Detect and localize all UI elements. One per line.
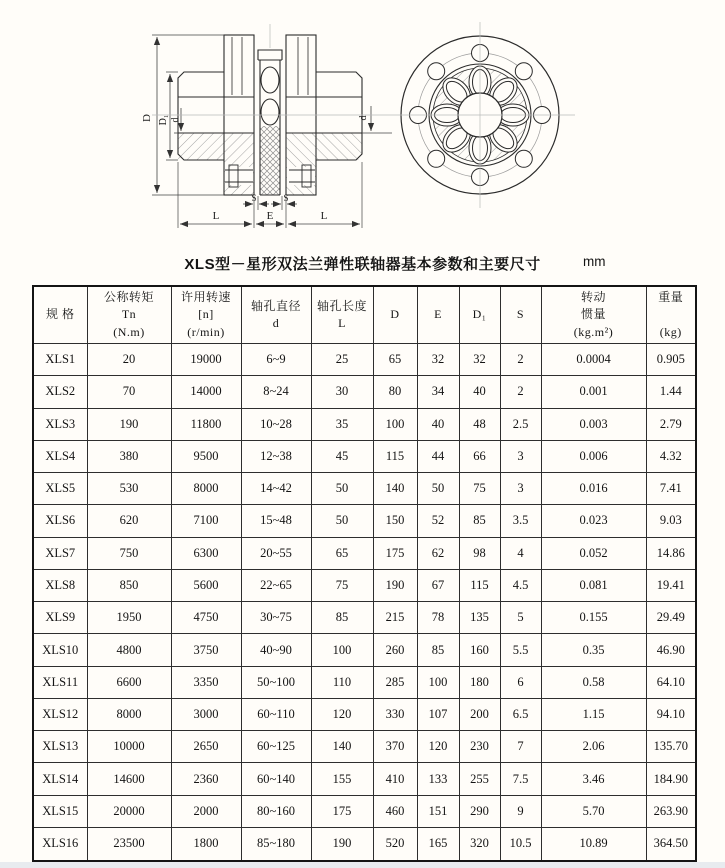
table-cell: 100 (417, 666, 459, 698)
table-cell: XLS11 (33, 666, 87, 698)
col-header-bore-length: 轴孔长度 L (311, 286, 373, 344)
table-cell: 190 (373, 569, 417, 601)
table-cell: 40~90 (241, 634, 311, 666)
label-d-left: d (170, 117, 181, 123)
table-cell: 12~38 (241, 440, 311, 472)
table-cell: 67 (417, 569, 459, 601)
table-row (33, 634, 696, 666)
table-cell: 175 (373, 537, 417, 569)
elastic-element-upper (261, 67, 279, 93)
table-cell: 19000 (171, 344, 241, 376)
table-cell: 285 (373, 666, 417, 698)
col-header-bore-diameter: 轴孔直径 d (241, 286, 311, 344)
table-cell: 62 (417, 537, 459, 569)
table-cell: 48 (459, 408, 500, 440)
table-cell: 184.90 (646, 763, 696, 795)
table-cell: XLS13 (33, 731, 87, 763)
table-row (33, 698, 696, 730)
table-cell: 35 (311, 408, 373, 440)
table-cell: 7.41 (646, 473, 696, 505)
table-cell: 45 (311, 440, 373, 472)
table-cell: 14600 (87, 763, 171, 795)
table-cell: 165 (417, 827, 459, 861)
table-row (33, 473, 696, 505)
table-cell: 0.016 (541, 473, 646, 505)
table-cell: 520 (373, 827, 417, 861)
table-cell: 32 (417, 344, 459, 376)
table-row (33, 344, 696, 376)
table-cell: 3350 (171, 666, 241, 698)
table-cell: 46.90 (646, 634, 696, 666)
table-cell: 0.155 (541, 602, 646, 634)
table-cell: 410 (373, 763, 417, 795)
table-cell: 850 (87, 569, 171, 601)
col-header-spec: 规 格 (33, 286, 87, 344)
table-cell: 120 (311, 698, 373, 730)
table-cell: 0.905 (646, 344, 696, 376)
table-cell: XLS3 (33, 408, 87, 440)
col-header-D1: D₁ (459, 286, 500, 344)
table-row (33, 827, 696, 861)
table-cell: 2 (500, 376, 541, 408)
table-cell: 175 (311, 795, 373, 827)
label-S-right: S (283, 193, 289, 203)
table-cell: 8000 (171, 473, 241, 505)
table-cell: 7.5 (500, 763, 541, 795)
table-cell: 230 (459, 731, 500, 763)
table-cell: 5.70 (541, 795, 646, 827)
table-row (33, 666, 696, 698)
table-cell: 1950 (87, 602, 171, 634)
table-cell: 6300 (171, 537, 241, 569)
col-header-nominal-torque: 公称转矩 Tn (N.m) (87, 286, 171, 344)
table-cell: 110 (311, 666, 373, 698)
table-cell: 0.006 (541, 440, 646, 472)
table-cell: 290 (459, 795, 500, 827)
table-cell: 25 (311, 344, 373, 376)
table-cell: XLS1 (33, 344, 87, 376)
table-cell: 180 (459, 666, 500, 698)
table-cell: 3 (500, 473, 541, 505)
table-cell: 190 (311, 827, 373, 861)
table-cell: 3750 (171, 634, 241, 666)
table-cell: 40 (459, 376, 500, 408)
table-cell: 3.5 (500, 505, 541, 537)
table-cell: 50 (311, 473, 373, 505)
centerlines (152, 22, 575, 208)
col-header-E: E (417, 286, 459, 344)
table-cell: 78 (417, 602, 459, 634)
table-cell: 85 (311, 602, 373, 634)
table-cell: 7100 (171, 505, 241, 537)
table-cell: 5600 (171, 569, 241, 601)
table-cell: 11800 (171, 408, 241, 440)
table-cell: 20~55 (241, 537, 311, 569)
table-cell: XLS7 (33, 537, 87, 569)
table-cell: 0.35 (541, 634, 646, 666)
table-cell: 0.001 (541, 376, 646, 408)
table-cell: 15~48 (241, 505, 311, 537)
label-E: E (266, 210, 274, 222)
table-cell: 50 (417, 473, 459, 505)
table-cell: 0.023 (541, 505, 646, 537)
table-cell: 3000 (171, 698, 241, 730)
elastic-element-lower (261, 99, 279, 125)
table-cell: 370 (373, 731, 417, 763)
table-cell: 23500 (87, 827, 171, 861)
table-cell: 215 (373, 602, 417, 634)
table-cell: 64.10 (646, 666, 696, 698)
table-cell: 750 (87, 537, 171, 569)
table-cell: 85 (417, 634, 459, 666)
table-cell: 20000 (87, 795, 171, 827)
table-cell: 30~75 (241, 602, 311, 634)
table-cell: 32 (459, 344, 500, 376)
table-cell: 2.5 (500, 408, 541, 440)
table-cell: 14~42 (241, 473, 311, 505)
table-cell: 260 (373, 634, 417, 666)
table-row (33, 569, 696, 601)
table-cell: 85 (459, 505, 500, 537)
table-cell: 2 (500, 344, 541, 376)
table-cell: 85~180 (241, 827, 311, 861)
table-cell: 22~65 (241, 569, 311, 601)
table-cell: 2650 (171, 731, 241, 763)
table-row (33, 731, 696, 763)
table-row (33, 505, 696, 537)
table-cell: 0.052 (541, 537, 646, 569)
table-cell: 14.86 (646, 537, 696, 569)
table-cell: 3.46 (541, 763, 646, 795)
label-D1: D₁ (158, 114, 169, 126)
table-cell: 9500 (171, 440, 241, 472)
table-cell: 6.5 (500, 698, 541, 730)
table-cell: 80 (373, 376, 417, 408)
table-cell: 330 (373, 698, 417, 730)
table-cell: 29.49 (646, 602, 696, 634)
table-cell: 151 (417, 795, 459, 827)
page-title: XLS型－星形双法兰弹性联轴器基本参数和主要尺寸 (184, 256, 541, 273)
table-cell: 0.081 (541, 569, 646, 601)
table-cell: 133 (417, 763, 459, 795)
table-cell: 2.06 (541, 731, 646, 763)
hatch-right-flange (286, 133, 316, 195)
header-row (33, 286, 696, 344)
table-cell: 7 (500, 731, 541, 763)
title-row (0, 253, 725, 275)
table-cell: 364.50 (646, 827, 696, 861)
table-cell: 530 (87, 473, 171, 505)
table-cell: XLS6 (33, 505, 87, 537)
table-cell: 150 (373, 505, 417, 537)
label-D: D (141, 114, 153, 122)
table-cell: 5.5 (500, 634, 541, 666)
table-cell: 60~110 (241, 698, 311, 730)
table-cell: 4.32 (646, 440, 696, 472)
table-cell: 52 (417, 505, 459, 537)
hatch-left-hub (178, 133, 224, 160)
table-cell: 1.15 (541, 698, 646, 730)
table-cell: 2000 (171, 795, 241, 827)
table-cell: XLS9 (33, 602, 87, 634)
table-cell: 255 (459, 763, 500, 795)
table-cell: 20 (87, 344, 171, 376)
table-cell: 40 (417, 408, 459, 440)
table-cell: 60~140 (241, 763, 311, 795)
table-cell: 115 (459, 569, 500, 601)
table-cell: XLS5 (33, 473, 87, 505)
table-cell: 66 (459, 440, 500, 472)
hatch-left-flange (224, 133, 254, 195)
table-cell: 460 (373, 795, 417, 827)
table-cell: 107 (417, 698, 459, 730)
col-header-D: D (373, 286, 417, 344)
table-cell: 320 (459, 827, 500, 861)
cross-section-view (141, 35, 392, 228)
table-cell: 30 (311, 376, 373, 408)
table-cell: 8000 (87, 698, 171, 730)
table-cell: 80~160 (241, 795, 311, 827)
table-cell: 19.41 (646, 569, 696, 601)
table-row (33, 376, 696, 408)
table-row (33, 763, 696, 795)
table-cell: 8~24 (241, 376, 311, 408)
table-cell: 10.5 (500, 827, 541, 861)
col-header-weight: 重量 (kg) (646, 286, 696, 344)
table-cell: 10~28 (241, 408, 311, 440)
table-cell: 50~100 (241, 666, 311, 698)
table-row (33, 602, 696, 634)
table-cell: 190 (87, 408, 171, 440)
hatch-right-hub (316, 133, 362, 160)
table-cell: 4 (500, 537, 541, 569)
col-header-allowable-speed: 许用转速 [n] (r/min) (171, 286, 241, 344)
table-cell: 2360 (171, 763, 241, 795)
table-cell: XLS8 (33, 569, 87, 601)
technical-drawing (0, 0, 725, 250)
label-L-right: L (320, 210, 328, 222)
table-cell: XLS4 (33, 440, 87, 472)
label-L-left: L (212, 210, 220, 222)
table-cell: 65 (311, 537, 373, 569)
table-cell: 160 (459, 634, 500, 666)
table-cell: 44 (417, 440, 459, 472)
table-cell: 14000 (171, 376, 241, 408)
label-S-left: S (251, 193, 257, 203)
table-cell: 10000 (87, 731, 171, 763)
table-row (33, 440, 696, 472)
table-cell: XLS2 (33, 376, 87, 408)
spec-table (32, 285, 697, 862)
table-cell: 5 (500, 602, 541, 634)
table-cell: 0.58 (541, 666, 646, 698)
table-cell: 6 (500, 666, 541, 698)
col-header-inertia: 转动 惯量 (kg.m²) (541, 286, 646, 344)
table-row (33, 795, 696, 827)
table-cell: 65 (373, 344, 417, 376)
table-cell: 75 (459, 473, 500, 505)
col-header-S: S (500, 286, 541, 344)
table-cell: 0.003 (541, 408, 646, 440)
table-row (33, 537, 696, 569)
table-cell: 98 (459, 537, 500, 569)
table-cell: 50 (311, 505, 373, 537)
unit-label: mm (583, 254, 606, 269)
table-cell: XLS15 (33, 795, 87, 827)
table-cell: 94.10 (646, 698, 696, 730)
table-cell: 155 (311, 763, 373, 795)
table-cell: 100 (373, 408, 417, 440)
table-cell: 620 (87, 505, 171, 537)
table-cell: 70 (87, 376, 171, 408)
table-cell: 4750 (171, 602, 241, 634)
table-cell: XLS16 (33, 827, 87, 861)
hatch-spider (260, 126, 280, 195)
table-cell: 34 (417, 376, 459, 408)
table-cell: 140 (311, 731, 373, 763)
bottom-strip (0, 862, 725, 868)
table-row (33, 408, 696, 440)
table-cell: 6~9 (241, 344, 311, 376)
table-cell: 0.0004 (541, 344, 646, 376)
table-cell: 9 (500, 795, 541, 827)
table-cell: 75 (311, 569, 373, 601)
table-cell: 4800 (87, 634, 171, 666)
label-d-right: d (358, 115, 369, 121)
table-cell: 2.79 (646, 408, 696, 440)
table-cell: 200 (459, 698, 500, 730)
table-cell: 135 (459, 602, 500, 634)
table-cell: 115 (373, 440, 417, 472)
table-cell: 100 (311, 634, 373, 666)
table-cell: 1.44 (646, 376, 696, 408)
table-cell: 140 (373, 473, 417, 505)
table-cell: XLS12 (33, 698, 87, 730)
table-cell: 135.70 (646, 731, 696, 763)
table-cell: 1800 (171, 827, 241, 861)
table-cell: 4.5 (500, 569, 541, 601)
table-cell: XLS14 (33, 763, 87, 795)
table-cell: 9.03 (646, 505, 696, 537)
table-cell: 6600 (87, 666, 171, 698)
table-cell: 3 (500, 440, 541, 472)
table-cell: XLS10 (33, 634, 87, 666)
table-body (33, 344, 696, 862)
table-cell: 380 (87, 440, 171, 472)
table-cell: 263.90 (646, 795, 696, 827)
table-cell: 60~125 (241, 731, 311, 763)
table-cell: 10.89 (541, 827, 646, 861)
table-cell: 120 (417, 731, 459, 763)
